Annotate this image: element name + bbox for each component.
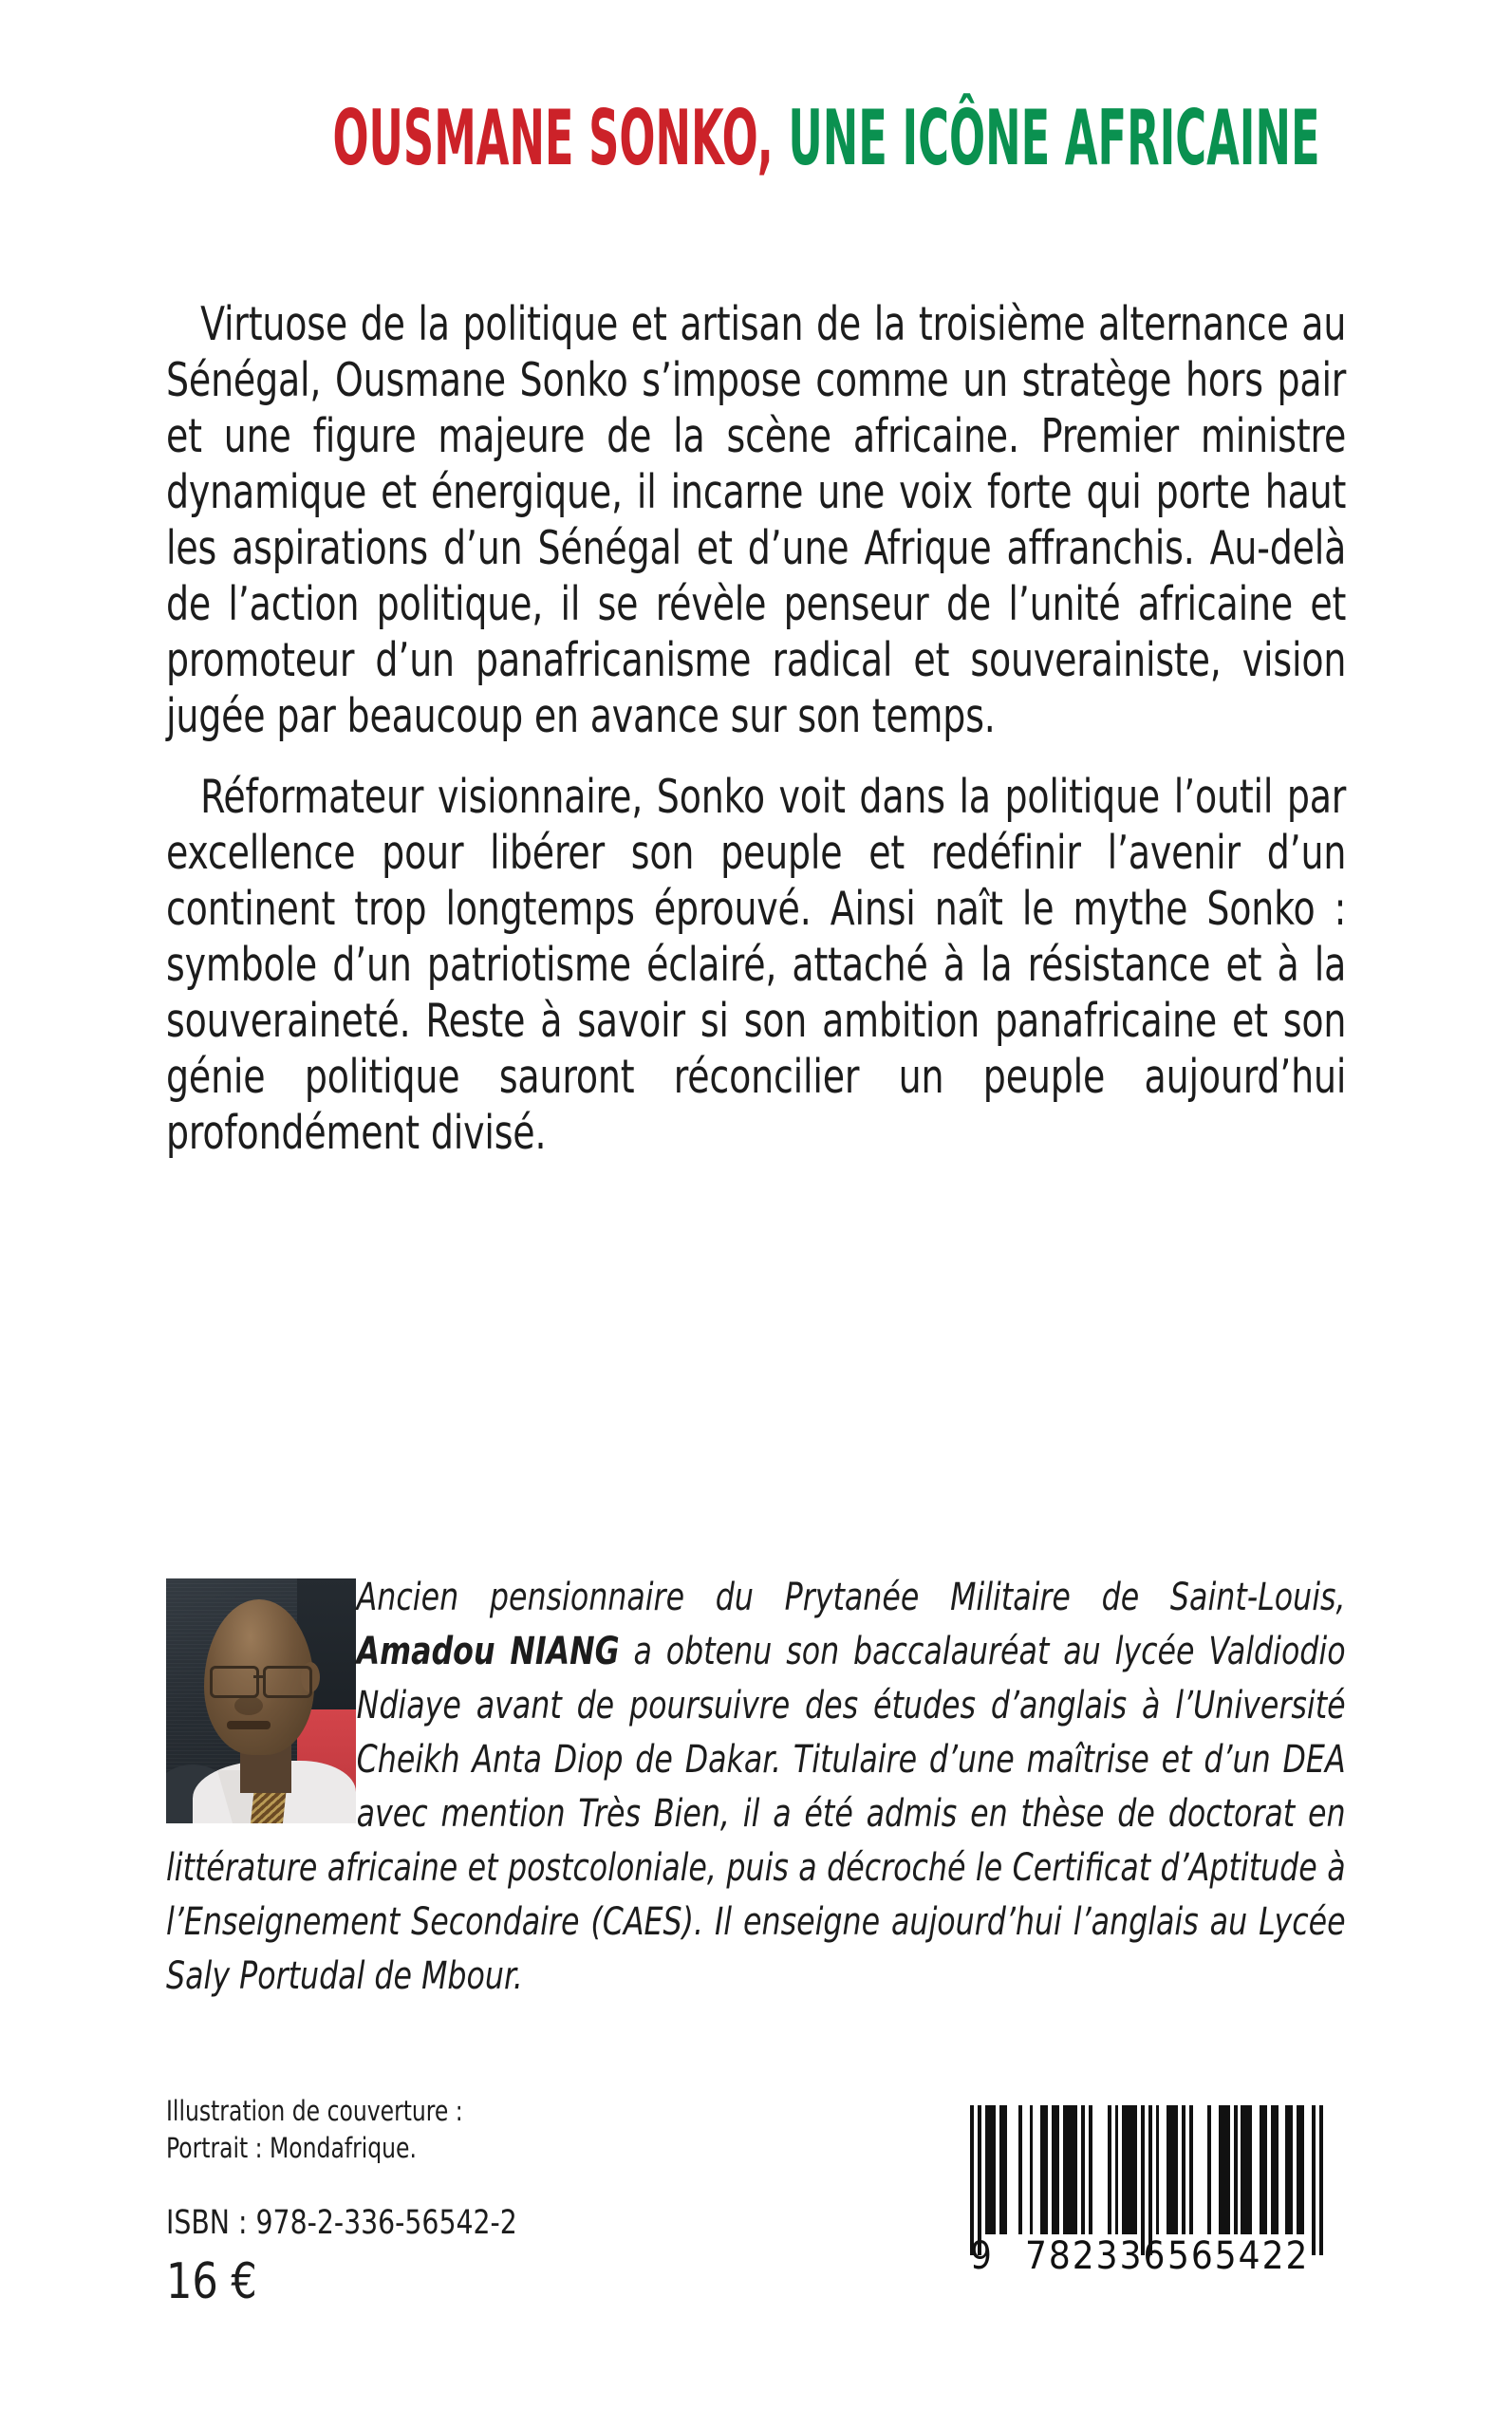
barcode-bar <box>999 2105 1007 2234</box>
barcode-bar <box>1252 2105 1260 2234</box>
isbn-text: ISBN : 978-2-336-56542-2 <box>166 2204 517 2242</box>
page-title-red-part: OUSMANE SONKO, <box>332 94 774 182</box>
ean13-barcode <box>970 2105 1323 2289</box>
barcode-bar <box>1241 2105 1252 2234</box>
blurb-paragraph-1: Virtuose de la politique et artisan de la troisième alternance au Sénégal, Ousmane Sonko s’impose comme un stratège hors pair et une figure majeure de la scène africaine. Premier ministre dynamique et énergique, il incarne une voix forte qui porte haut les aspirations d’un Sénégal et d’une Afrique affranchis. Au-delà de l’action politique, il se révèle penseur de l’unité africaine et promoteur d’un panafricanisme radical et souverainiste, vision jugée par beaucoup en avance sur son temps. <box>166 297 1347 743</box>
barcode-bar <box>1285 2105 1293 2234</box>
barcode-bar <box>1092 2105 1108 2234</box>
barcode-bar <box>1167 2105 1178 2234</box>
cover-credits <box>166 2093 463 2167</box>
barcode-bar <box>1211 2105 1219 2234</box>
blurb-paragraph-2: Réformateur visionnaire, Sonko voit dans la politique l’outil par excellence pour libérer son peuple et redéfinir l’avenir d’un continent trop longtemps éprouvé. Ainsi naît le mythe Sonko : symbole d’un patriotisme éclairé, attaché à la résistance et à la souveraineté. Reste à savoir si son ambition panafricaine et son génie politique sauront réconcilier un peuple aujourd’hui profondément divisé. <box>166 770 1347 1160</box>
barcode-bar <box>1007 2105 1018 2234</box>
barcode-bar <box>1033 2105 1040 2234</box>
credit-line-illustration: Illustration de couverture : <box>166 2095 463 2127</box>
barcode-bars <box>970 2105 1323 2255</box>
barcode-bar <box>1063 2105 1078 2234</box>
page-title <box>332 94 1320 182</box>
author-bio-text <box>166 1571 1346 2004</box>
author-name: Amadou NIANG <box>356 1630 620 1673</box>
barcode-bar <box>1297 2105 1304 2234</box>
barcode-bar <box>985 2105 997 2234</box>
barcode-bar <box>1260 2105 1267 2234</box>
barcode-lead-digit: 9 <box>970 2234 994 2278</box>
barcode-bar <box>1319 2105 1323 2255</box>
bio-text-after-name: a obtenu son baccalauréat au lycée Valdiodio Ndiaye avant de poursuivre des études d’anglais à l’Université Cheikh Anta Diop de Dakar. Titulaire d’une maîtrise et d’un DEA avec mention Très Bien, il a été admis en thèse de doctorat en littérature africaine et postcoloniale, puis a décroché le Certificat d’Aptitude à l’Enseignement Secondaire (CAES). Il enseigne aujourd’hui l’anglais au Lycée Saly Portudal de Mbour. <box>166 1630 1346 1998</box>
barcode-bar <box>1052 2105 1059 2234</box>
barcode-bar <box>1279 2105 1286 2234</box>
page-title-green-part: UNE ICÔNE AFRICAINE <box>773 94 1320 182</box>
barcode-bar <box>1219 2105 1230 2234</box>
barcode-digits <box>970 2234 1323 2280</box>
price-text: 16 € <box>166 2253 257 2310</box>
barcode-bar <box>1193 2105 1208 2234</box>
barcode-right-group: 565422 <box>1167 2234 1310 2278</box>
barcode-left-group: 782336 <box>1025 2234 1167 2278</box>
barcode-bar <box>1122 2105 1137 2234</box>
credit-line-portrait: Portrait : Mondafrique. <box>166 2132 417 2164</box>
barcode-bar <box>1159 2105 1167 2234</box>
bio-text-before-name: Ancien pensionnaire du Prytanée Militaire de Saint-Louis, <box>356 1576 1346 1619</box>
author-bio-block <box>166 1571 1346 2004</box>
barcode-bar <box>1304 2105 1312 2234</box>
barcode-bar <box>1022 2105 1030 2234</box>
book-blurb <box>166 296 1346 1161</box>
barcode-bar <box>1271 2105 1279 2234</box>
barcode-bar <box>1040 2105 1048 2234</box>
